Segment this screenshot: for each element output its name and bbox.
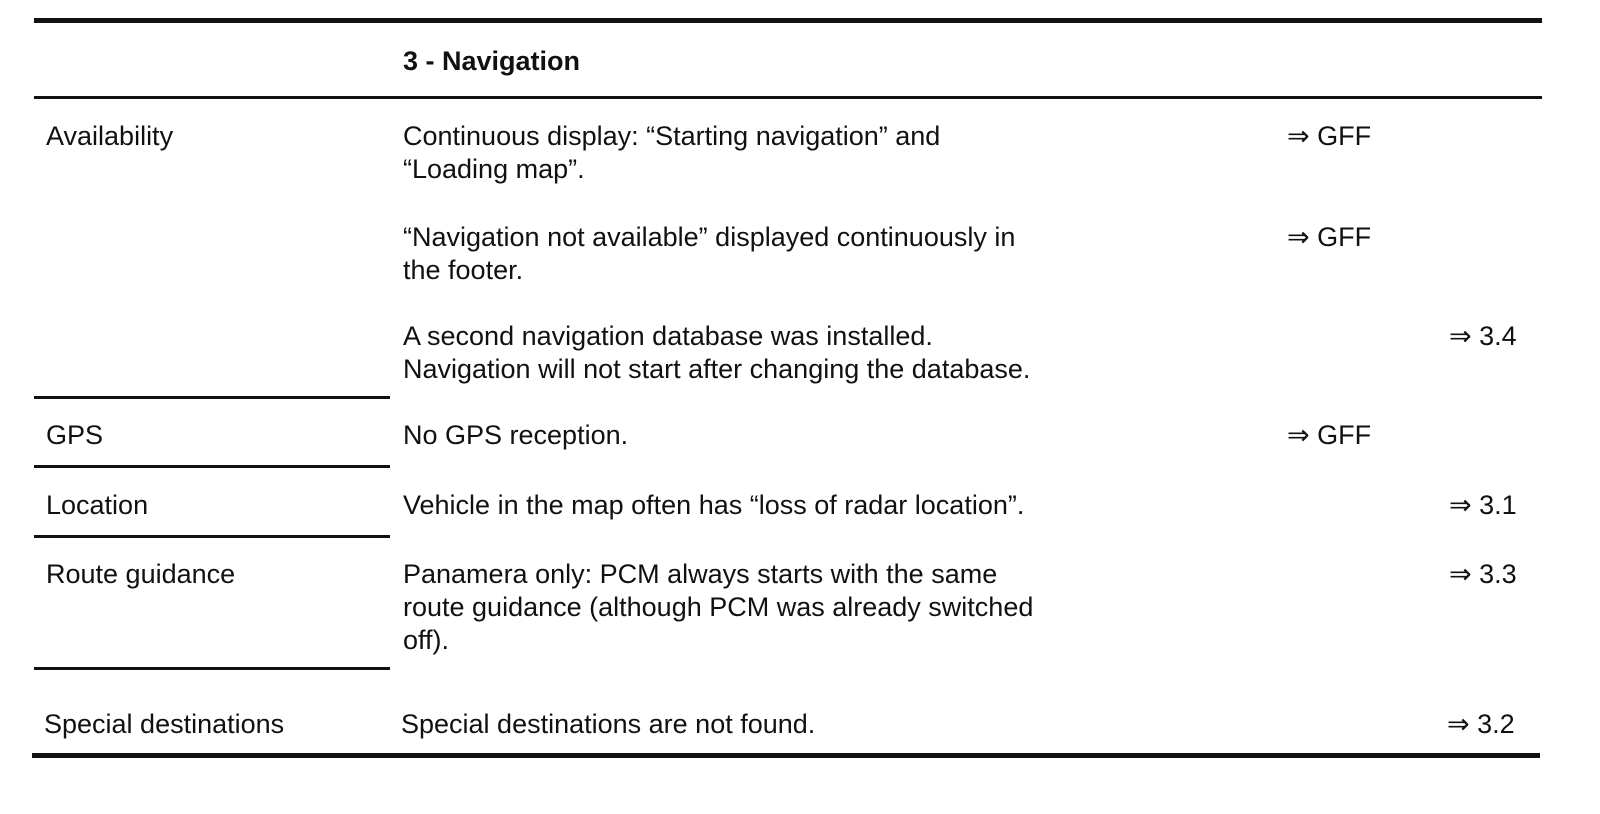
top-rule xyxy=(34,18,1542,23)
availability-entry-3-ref-section: ⇒ 3.4 xyxy=(1449,321,1517,351)
location-entry-line-1: Vehicle in the map often has “loss of radar location”. xyxy=(403,490,1025,520)
availability-entry-2-line-1: “Navigation not available” displayed continuously in xyxy=(403,222,1016,252)
availability-entry-1-line-1: Continuous display: “Starting navigation” and xyxy=(403,121,941,151)
route-guidance-entry-line-1: Panamera only: PCM always starts with the same xyxy=(403,559,998,589)
section-title: 3 - Navigation xyxy=(403,46,581,76)
gps-entry-line-1: No GPS reception. xyxy=(403,420,629,450)
row-label-location: Location xyxy=(46,490,149,520)
row-rule-gps xyxy=(34,465,390,468)
row-label-availability: Availability xyxy=(46,121,174,151)
row-label-special-destinations: Special destinations xyxy=(44,709,285,739)
special-destinations-entry-ref-section: ⇒ 3.2 xyxy=(1447,709,1515,739)
route-guidance-entry-line-3: off). xyxy=(403,625,450,655)
row-rule-route-guidance xyxy=(34,667,390,670)
availability-entry-2-ref-gff: ⇒ GFF xyxy=(1287,222,1372,252)
availability-entry-1-ref-gff: ⇒ GFF xyxy=(1287,121,1372,151)
bottom-rule xyxy=(32,753,1540,758)
header-rule xyxy=(34,96,1542,99)
availability-entry-2-line-2: the footer. xyxy=(403,255,524,285)
special-destinations-entry-line-1: Special destinations are not found. xyxy=(401,709,816,739)
route-guidance-entry-ref-section: ⇒ 3.3 xyxy=(1449,559,1517,589)
row-label-gps: GPS xyxy=(46,420,104,450)
availability-entry-1-line-2: “Loading map”. xyxy=(403,154,585,184)
availability-entry-3-line-2: Navigation will not start after changing the database. xyxy=(403,354,1031,384)
row-rule-location xyxy=(34,535,390,538)
row-label-route-guidance: Route guidance xyxy=(46,559,236,589)
row-rule-availability xyxy=(34,396,390,399)
gps-entry-ref-gff: ⇒ GFF xyxy=(1287,420,1372,450)
location-entry-ref-section: ⇒ 3.1 xyxy=(1449,490,1517,520)
route-guidance-entry-line-2: route guidance (although PCM was already switched xyxy=(403,592,1034,622)
availability-entry-3-line-1: A second navigation database was installed. xyxy=(403,321,933,351)
